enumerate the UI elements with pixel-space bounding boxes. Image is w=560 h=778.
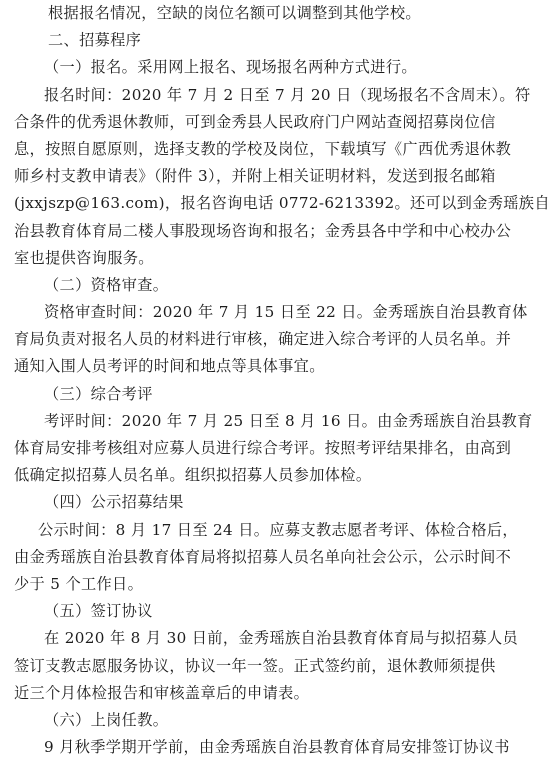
subsection-heading: （五）签订协议 [44,602,153,621]
text-line: 室也提供咨询服务。 [14,248,154,267]
text-line: 近三个月体检报告和审核盖章后的申请表。 [14,683,310,702]
text-line: 根据报名情况，空缺的岗位名额可以调整到其他学校。 [48,4,421,22]
text-line: 低确定拟招募人员名单。组织拟招募人员参加体检。 [14,466,372,485]
text-line: 签订支教志愿服务协议，协议一年一签。正式签约前，退休教师须提供 [14,656,496,675]
text-line: 在 2020 年 8 月 30 日前，金秀瑶族自治县教育体育局与拟招募人员 [44,629,519,648]
subsection-heading: （四）公示招募结果 [44,493,184,512]
text-line: 息，按照自愿原则，选择支教的学校及岗位，下载填写《广西优秀退休教 [14,139,512,158]
text-line: 由金秀瑶族自治县教育体育局将拟招募人员名单向社会公示，公示时间不 [14,547,512,566]
text-line: 公示时间：8 月 17 日至 24 日。应募支教志愿者考评、体检合格后， [38,520,518,539]
text-line: 9 月秋季学期开学前，由金秀瑶族自治县教育体育局安排签订协议书 [44,738,510,757]
text-line: 育局负责对报名人员的材料进行审核，确定进入综合考评的人员名单。并 [14,330,512,349]
text-line: (jxxjszp@163.com)，报名咨询电话 0772-6213392。还可以到金秀瑶族自 [14,194,550,213]
text-line: 体育局安排考核组对应募人员进行综合考评。按照考评结果排名，由高到 [14,439,512,457]
text-line: 考评时间：2020 年 7 月 25 日至 8 月 16 日。由金秀瑶族自治县教育 [44,411,533,430]
section-heading: 二、招募程序 [48,31,142,50]
subsection-heading: （二）资格审查。 [44,275,169,294]
text-line: 通知入围人员考评的时间和地点等具体事宜。 [14,357,325,376]
text-line: 师乡村支教申请表》（附件 3），并附上相关证明材料，发送到报名邮箱 [14,167,496,186]
subsection-heading: （六）上岗任教。 [44,710,169,729]
subsection-heading: （三）综合考评 [44,384,153,403]
document-page [14,0,550,761]
text-line: 治县教育体育局二楼人事股现场咨询和报名；金秀县各中学和中心校办公 [14,221,512,240]
subsection-heading: （一）报名。采用网上报名、现场报名两种方式进行。 [44,58,417,77]
text-line: 合条件的优秀退休教师，可到金秀县人民政府门户网站查阅招募岗位信 [14,112,496,131]
text-line: 报名时间：2020 年 7 月 2 日至 7 月 20 日（现场报名不含周末）。符 [44,85,531,104]
text-line: 资格审查时间：2020 年 7 月 15 日至 22 日。金秀瑶族自治县教育体 [44,303,528,322]
text-line: 少于 5 个工作日。 [14,574,144,593]
